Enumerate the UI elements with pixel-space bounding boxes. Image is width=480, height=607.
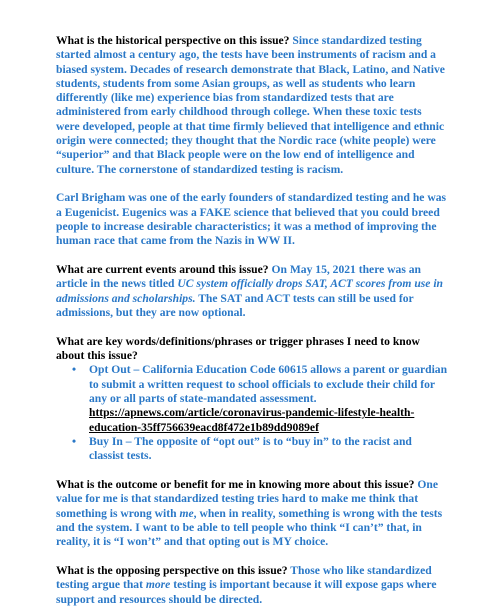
outcome-answer-rest: , when in reality, something is wrong with the tests and the system. I want to be able to tell people who think “I can’t” that, in reality, it is “I won’t” and that opting out is MY choice. bbox=[56, 506, 443, 549]
history-question: What is the historical perspective on this issue? bbox=[56, 34, 290, 47]
current-events-answer-rest: The SAT and ACT tests can still be used for admissions, but they are now optional. bbox=[56, 291, 414, 320]
outcome-paragraph bbox=[56, 478, 448, 549]
history-paragraph bbox=[56, 34, 448, 177]
current-events-question: What are current events around this issue? bbox=[56, 263, 269, 277]
outcome-question: What is the outcome or benefit for me in knowing more about this issue? bbox=[56, 478, 415, 492]
opposing-paragraph bbox=[56, 564, 448, 607]
article-title: UC system officially drops SAT, ACT scores from use in admissions and scholarships. bbox=[56, 277, 444, 305]
opposing-answer-intro: Those who like standardized testing argue that bbox=[56, 564, 432, 592]
current-events-answer-intro: On May 15, 2021 there was an article in the news titled bbox=[56, 263, 422, 291]
opposing-answer-rest: testing is important because it will expose gaps where support and resources should be directed. bbox=[56, 578, 437, 606]
bullet-icon: • bbox=[72, 434, 77, 448]
opposing-emphasis: more bbox=[145, 578, 171, 592]
list-item-opt-out bbox=[72, 363, 448, 434]
keywords-list bbox=[56, 363, 448, 463]
opposing-question: What is the opposing perspective on this issue? bbox=[56, 564, 288, 577]
bullet-icon: • bbox=[72, 363, 77, 377]
opt-out-definition: Opt Out – California Education Code 60615 allows a parent or guardian to submit a written request to school officials to exclude their child for any or all parts of state-mandated assessment. bbox=[89, 363, 448, 406]
apnews-link[interactable]: https://apnews.com/article/coronavirus-pandemic-lifestyle-health-education-35ff756639eacd8f472e1b89dd9089ef bbox=[89, 406, 415, 434]
keywords-question: What are key words/definitions/phrases or trigger phrases I need to know about this issue? bbox=[56, 334, 420, 363]
current-events-paragraph bbox=[56, 263, 448, 320]
list-item-buy-in bbox=[72, 434, 448, 464]
outcome-emphasis: me bbox=[179, 506, 194, 520]
brigham-paragraph: Carl Brigham was one of the early founders of standardized testing and he was a Eugenicist. Eugenics was a FAKE science that believed that you could breed people to increase desirable characteristics; it was a method of improving the human race that came from the Nazis in WW II. bbox=[56, 191, 446, 248]
history-answer: Since standardized testing started almost a century ago, the tests have been instruments of racism and a biased system. Decades of research demonstrate that Black, Latino, and Native students, students from some Asian groups, as well as students who learn differently (like me) experience bias from standardized tests that are administered from early childhood through college. When these toxic tests were developed, people at that time firmly believed that intelligence and ethnic origin were connected; they thought that the Nordic race (white people) were “superior” and that Black people were on the low end of intelligence and culture. The cornerstone of standardized testing is racism. bbox=[56, 34, 445, 176]
keywords-section bbox=[56, 335, 448, 464]
buy-in-definition: Buy In – The opposite of “opt out” is to “buy in” to the racist and classist tests. bbox=[89, 434, 412, 463]
outcome-answer-intro: One value for me is that standardized testing tries hard to make me think that something is wrong with bbox=[56, 478, 438, 520]
